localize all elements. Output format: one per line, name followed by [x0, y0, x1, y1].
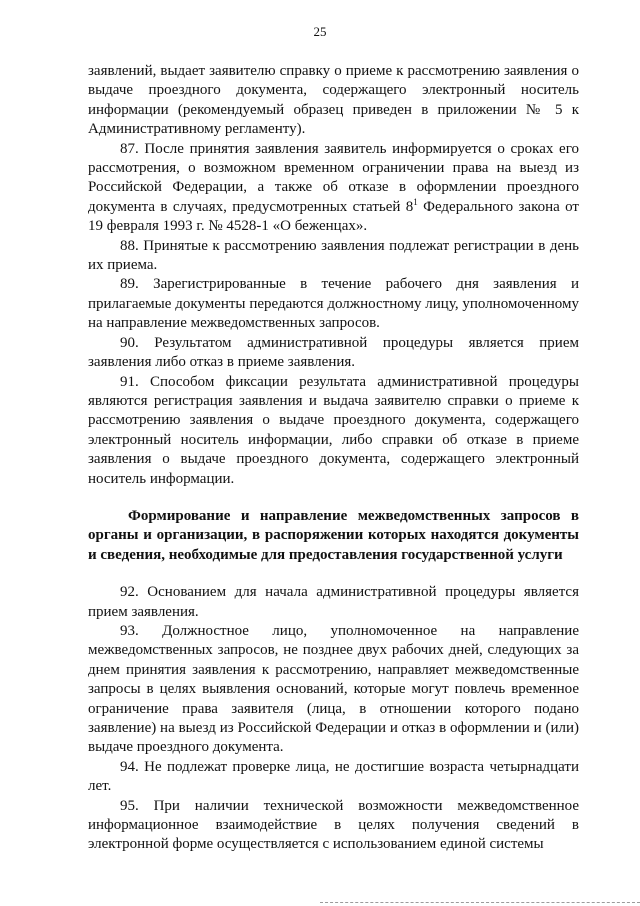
- page-content: [88, 62, 579, 855]
- paragraph-87-text: 87. После принятия заявления заявитель информируется о сроках его рассмотрения, о возможном временном ограничении права на выезд из Российской Федерации, а также об отказе в оформлении проездного документа в случаях, предусмотренных статьей 8: [88, 140, 579, 215]
- paragraph-93: 93. Должностное лицо, уполномоченное на направление межведомственных запросов, не позднее двух рабочих дней, следующих за днем принятия заявления к рассмотрению, направляет межведомственные запросы в целях выявления оснований, которые могут повлечь временное ограничение права заявителя (лица, в отношении которого подано заявление) на выезд из Российской Федерации и отказ в оформлении и (или) выдаче проездного документа.: [88, 622, 579, 756]
- paragraph-continued: заявлений, выдает заявителю справку о приеме к рассмотрению заявления о выдаче проездного документа, содержащего электронный носитель информации (рекомендуемый образец приведен в приложении № 5 к Административному регламенту).: [88, 63, 579, 138]
- footnote-superscript: 1: [413, 196, 418, 207]
- paragraph-88: 88. Принятые к рассмотрению заявления подлежат регистрации в день их приема.: [88, 237, 579, 274]
- paragraph-90: 90. Результатом административной процедуры является прием заявления либо отказ в приеме заявления.: [88, 334, 579, 371]
- section-heading: Формирование и направление межведомственных запросов в органы и организации, в распоряжении которых находятся документы и сведения, необходимые для предоставления государственной услуги: [88, 507, 579, 563]
- paragraph-92: 92. Основанием для начала административной процедуры является прием заявления.: [88, 584, 579, 620]
- paragraph-94: 94. Не подлежат проверке лица, не достигшие возраста четырнадцати лет.: [88, 758, 579, 795]
- paragraph-89: 89. Зарегистрированные в течение рабочего дня заявления и прилагаемые документы передаются должностному лицу, уполномоченному на направление межведомственных запросов.: [88, 276, 579, 332]
- paragraph-95: 95. При наличии технической возможности межведомственное информационное взаимодействие в целях получения сведений в электронной форме осуществляется с использованием единой системы: [88, 797, 579, 853]
- paragraph-91: 91. Способом фиксации результата административной процедуры являются регистрация заявления и выдача заявителю справки о приеме к рассмотрению заявления о выдаче проездного документа, содержащего электронный носитель информации, либо справки об отказе в приеме заявления о выдаче проездного документа, содержащего электронный носитель информации.: [88, 373, 579, 487]
- paragraph-87-text-end: Федерального закона от 19 февраля 1993 г. № 4528-1 «О беженцах».: [88, 198, 579, 235]
- paragraph-87: [88, 140, 579, 237]
- page-number: 25: [313, 24, 327, 39]
- scan-edge-line: [320, 902, 640, 906]
